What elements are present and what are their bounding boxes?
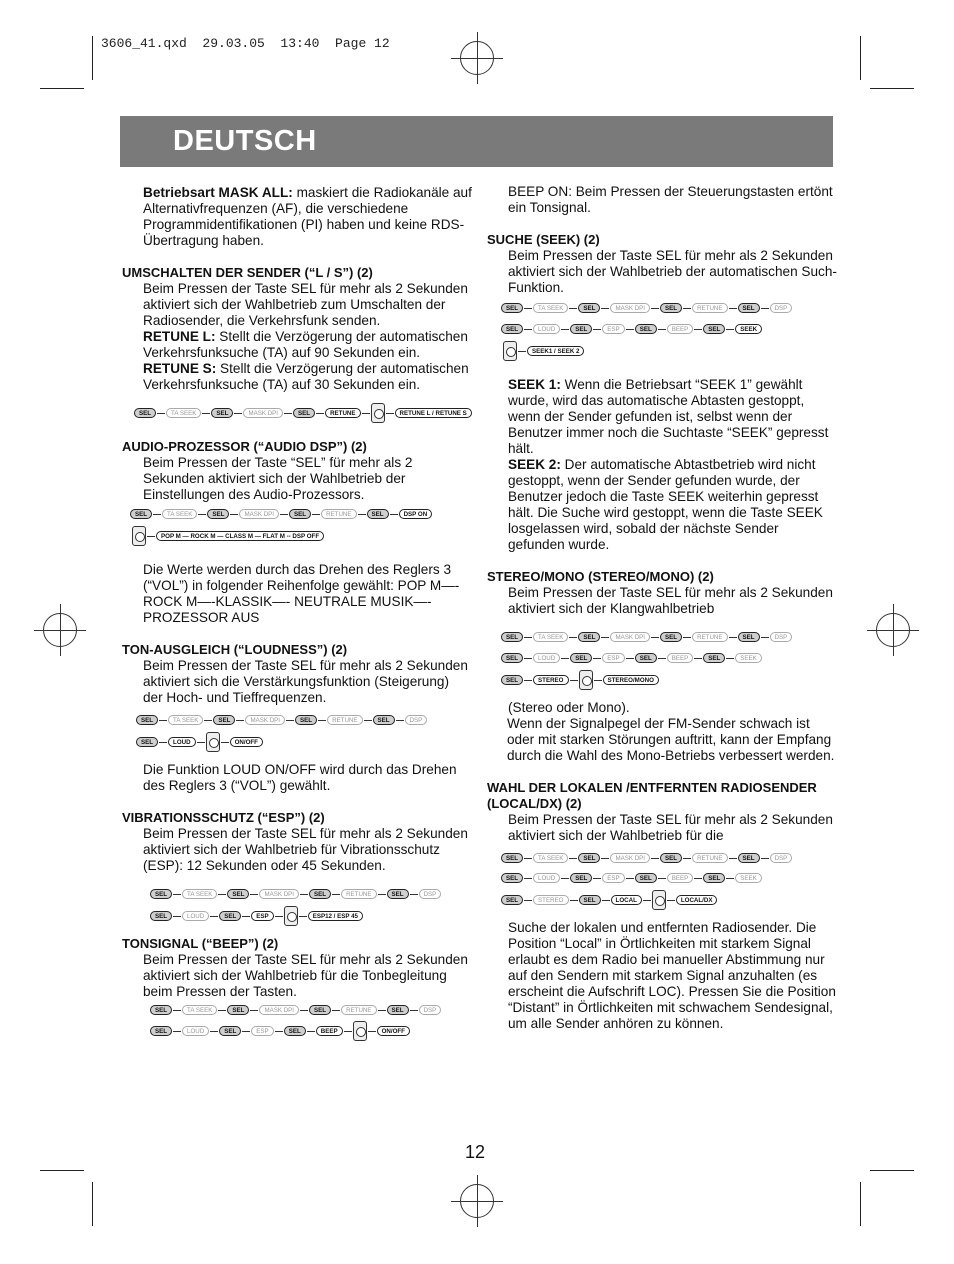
vol-knob-icon bbox=[353, 1021, 367, 1041]
stereo-after-1: (Stereo oder Mono). bbox=[508, 700, 630, 715]
vol-knob-icon bbox=[579, 670, 593, 690]
seek2-paragraph bbox=[487, 457, 837, 553]
chip-sel: SEL bbox=[703, 324, 725, 334]
chip-sel: SEL bbox=[207, 509, 229, 519]
chip-mask-dpi: MASK DPI bbox=[610, 632, 650, 642]
chip-mask-dpi: MASK DPI bbox=[239, 509, 279, 519]
diagram-beep-2 bbox=[122, 1021, 472, 1041]
chip-dsp: DSP bbox=[405, 715, 428, 725]
heading-esp: VIBRATIONSSCHUTZ (“ESP”) (2) bbox=[122, 810, 325, 825]
chip-esp: ESP bbox=[602, 873, 624, 883]
heading-stereo: STEREO/MONO (STEREO/MONO) (2) bbox=[487, 569, 714, 584]
chip-sel: SEL bbox=[136, 715, 158, 725]
chip-ta-seek: TA SEEK bbox=[533, 632, 568, 642]
chip-sel: SEL bbox=[227, 889, 249, 899]
chip-retune: RETUNE bbox=[341, 1005, 376, 1015]
chip-loud: LOUD bbox=[168, 737, 196, 747]
chip-ta-seek: TA SEEK bbox=[162, 509, 197, 519]
page-title: DEUTSCH bbox=[173, 125, 317, 157]
diagram-seek bbox=[487, 300, 837, 316]
diagram-seek-2 bbox=[487, 321, 837, 337]
loudness-intro: Beim Pressen der Taste SEL für mehr als 2 Sekunden aktiviert sich die Verstärkungsfunktion (Steigerung) der Hoch- und Tieffrequenzen. bbox=[143, 658, 468, 705]
chip-mask-dpi: MASK DPI bbox=[259, 1005, 299, 1015]
chip-retune-ls: RETUNE L / RETUNE S bbox=[395, 408, 472, 418]
chip-seek: SEEK bbox=[735, 653, 762, 663]
chip-retune: RETUNE bbox=[692, 303, 727, 313]
chip-sel: SEL bbox=[309, 889, 331, 899]
registration-mark bbox=[876, 613, 910, 647]
chip-loud: LOUD bbox=[182, 911, 209, 921]
chip-sel: SEL bbox=[136, 737, 158, 747]
title-bar bbox=[120, 116, 833, 167]
chip-sel: SEL bbox=[150, 1005, 172, 1015]
beep-on-text: BEEP ON: Beim Pressen der Steuerungstasten ertönt ein Tonsignal. bbox=[508, 184, 833, 215]
diagram-audio-modes bbox=[122, 526, 472, 546]
loudness-after: Die Funktion LOUD ON/OFF wird durch das Drehen des Reglers 3 (“VOL”) gewählt. bbox=[143, 762, 457, 793]
stereo-after-2: Wenn der Signalpegel der FM-Sender schwach ist oder mit starken Störungen auftritt, kann der Empfang durch die Wahl des Mono-Betriebs verbessert werden. bbox=[507, 716, 835, 763]
registration-mark bbox=[460, 41, 494, 75]
chip-mask-dpi: MASK DPI bbox=[245, 715, 285, 725]
diagram-stereo bbox=[487, 629, 837, 645]
vol-knob-icon bbox=[371, 403, 385, 423]
local-intro: Beim Pressen der Taste SEL für mehr als 2 Sekunden aktiviert sich der Wahlbetrieb für die bbox=[508, 812, 833, 843]
chip-retune: RETUNE bbox=[325, 408, 360, 418]
chip-sel: SEL bbox=[703, 653, 725, 663]
audio-intro: Beim Pressen der Taste “SEL” für mehr als 2 Sekunden aktiviert sich der Wahlbetrieb der Einstellungen des Audio-Prozessors. bbox=[143, 455, 413, 502]
chip-sel: SEL bbox=[130, 509, 152, 519]
chip-loud: LOUD bbox=[533, 324, 560, 334]
heading-audio: AUDIO-PROZESSOR (“AUDIO DSP”) (2) bbox=[122, 439, 367, 454]
chip-stereo: STEREO bbox=[533, 895, 568, 905]
chip-local: LOCAL bbox=[611, 895, 642, 905]
crop-mark bbox=[870, 88, 914, 89]
diagram-beep bbox=[122, 1002, 472, 1018]
retune-l-text: Stellt die Verzögerung der automatischen Verkehrsfunksuche (TA) auf 90 Sekunden ein. bbox=[143, 329, 468, 360]
chip-ta-seek: TA SEEK bbox=[182, 1005, 217, 1015]
chip-loud: LOUD bbox=[182, 1026, 209, 1036]
chip-sel: SEL bbox=[579, 895, 601, 905]
chip-sel: SEL bbox=[635, 873, 657, 883]
registration-mark bbox=[460, 1184, 494, 1218]
seek-intro: Beim Pressen der Taste SEL für mehr als 2 Sekunden aktiviert sich der Wahlbetrieb der automatischen Such-Funktion. bbox=[508, 248, 837, 295]
crop-mark bbox=[860, 36, 861, 80]
seek1-text: Wenn die Betriebsart “SEEK 1” gewählt wurde, wird das automatische Abtasten gestoppt, wenn der Sender gefunden ist, selbst wenn der Benutzer immer noch die Suchtaste “SEEK” gepresst hält. bbox=[508, 377, 829, 456]
diagram-stereo-2 bbox=[487, 650, 837, 666]
chip-sel: SEL bbox=[660, 303, 682, 313]
vol-knob-icon bbox=[503, 341, 517, 361]
chip-local-dx: LOCAL/DX bbox=[676, 895, 718, 905]
chip-on-off: ON/OFF bbox=[230, 737, 263, 747]
beep-intro: Beim Pressen der Taste SEL für mehr als 2 Sekunden aktiviert sich der Wahlbetrieb für die Tonbegleitung beim Pressen der Tasten. bbox=[143, 952, 468, 999]
seek2-text: Der automatische Abtastbetrieb wird nicht gestoppt, wenn der Sender gefunden wurde, der Benutzer jedoch die Taste SEEK weiterhin gepresst hält. Die Suche wird gestoppt, wenn die Taste SEEK losgelassen wird, sobald der nächste Sender gefunden wurde. bbox=[508, 457, 823, 552]
chip-dsp-modes: POP M — ROCK M — CLASS M — FLAT M -- DSP OFF bbox=[156, 531, 324, 541]
diagram-local-2 bbox=[487, 870, 837, 886]
diagram-seek-3 bbox=[487, 341, 837, 361]
page-number: 12 bbox=[465, 1142, 486, 1162]
chip-sel: SEL bbox=[213, 715, 235, 725]
chip-sel: SEL bbox=[635, 653, 657, 663]
chip-sel: SEL bbox=[660, 853, 682, 863]
chip-sel: SEL bbox=[295, 715, 317, 725]
chip-dsp: DSP bbox=[770, 632, 793, 642]
chip-loud: LOUD bbox=[533, 873, 560, 883]
diagram-loudness bbox=[122, 712, 472, 728]
chip-ta-seek: TA SEEK bbox=[533, 303, 568, 313]
chip-esp: ESP bbox=[602, 324, 624, 334]
chip-mask-dpi: MASK DPI bbox=[259, 889, 299, 899]
heading-loudness: TON-AUSGLEICH (“LOUDNESS”) (2) bbox=[122, 642, 348, 657]
chip-sel: SEL bbox=[150, 1026, 172, 1036]
chip-esp: ESP bbox=[602, 653, 624, 663]
chip-sel: SEL bbox=[738, 632, 760, 642]
chip-sel: SEL bbox=[219, 911, 241, 921]
chip-sel: SEL bbox=[501, 853, 523, 863]
chip-beep: BEEP bbox=[667, 324, 694, 334]
chip-sel: SEL bbox=[578, 853, 600, 863]
chip-sel: SEL bbox=[660, 632, 682, 642]
heading-local: WAHL DER LOKALEN /ENTFERNTEN RADIOSENDER (LOCAL/DX) (2) bbox=[487, 780, 817, 811]
chip-sel: SEL bbox=[635, 324, 657, 334]
chip-sel: SEL bbox=[570, 653, 592, 663]
vol-knob-icon bbox=[132, 526, 146, 546]
diagram-esp-2 bbox=[122, 906, 472, 926]
registration-mark bbox=[43, 613, 77, 647]
retune-l-label: RETUNE L: bbox=[143, 329, 216, 344]
chip-sel: SEL bbox=[289, 509, 311, 519]
retune-s-label: RETUNE S: bbox=[143, 361, 217, 376]
heading-umschalten: UMSCHALTEN DER SENDER (“L / S”) (2) bbox=[122, 265, 373, 280]
retune-s-paragraph bbox=[122, 361, 472, 393]
vol-knob-icon bbox=[284, 906, 298, 926]
audio-after: Die Werte werden durch das Drehen des Reglers 3 (“VOL”) in folgender Reihenfolge gewählt: POP M—-ROCK M—-KLASSIK—- NEUTRALE MUSIK—-PROZESSOR AUS bbox=[143, 562, 460, 625]
chip-sel: SEL bbox=[387, 889, 409, 899]
chip-sel: SEL bbox=[219, 1026, 241, 1036]
right-column bbox=[487, 184, 837, 1032]
chip-ta-seek: TA SEEK bbox=[533, 853, 568, 863]
chip-sel: SEL bbox=[387, 1005, 409, 1015]
chip-sel: SEL bbox=[309, 1005, 331, 1015]
chip-sel: SEL bbox=[501, 324, 523, 334]
local-after: Suche der lokalen und entfernten Radiosender. Die Position “Local” in Örtlichkeiten mit starkem Signal erlaubt es dem Radio bei manueller Abstimmung nur auf den Sendern mit starkem Signal anzuhalten (es erscheint die Aufschrift LOC). Pressen Sie die Position “Distant” in Örtlichkeiten mit schwachem Sendesignal, um alle Sender anhören zu können. bbox=[508, 920, 836, 1031]
chip-esp-values: ESP12 / ESP 45 bbox=[308, 911, 363, 921]
chip-ta-seek: TA SEEK bbox=[166, 408, 201, 418]
mask-all-paragraph bbox=[122, 185, 472, 249]
diagram-retune bbox=[122, 403, 472, 423]
chip-retune: RETUNE bbox=[692, 853, 727, 863]
chip-sel: SEL bbox=[501, 303, 523, 313]
chip-dsp: DSP bbox=[770, 303, 793, 313]
crop-mark bbox=[40, 88, 84, 89]
chip-sel: SEL bbox=[284, 1026, 306, 1036]
vol-knob-icon bbox=[652, 890, 666, 910]
chip-sel: SEL bbox=[501, 632, 523, 642]
stereo-intro: Beim Pressen der Taste SEL für mehr als 2 Sekunden aktiviert sich der Klangwahlbetrieb bbox=[508, 585, 833, 616]
chip-on-off: ON/OFF bbox=[377, 1026, 410, 1036]
chip-dsp: DSP bbox=[419, 1005, 442, 1015]
chip-retune: RETUNE bbox=[341, 889, 376, 899]
chip-sel: SEL bbox=[738, 853, 760, 863]
chip-sel: SEL bbox=[150, 889, 172, 899]
chip-dsp: DSP bbox=[770, 853, 793, 863]
chip-beep: BEEP bbox=[667, 873, 694, 883]
crop-mark bbox=[92, 36, 93, 80]
chip-mask-dpi: MASK DPI bbox=[610, 853, 650, 863]
chip-sel: SEL bbox=[501, 895, 523, 905]
chip-sel: SEL bbox=[501, 675, 523, 685]
retune-l-paragraph bbox=[122, 329, 472, 361]
heading-seek: SUCHE (SEEK) (2) bbox=[487, 232, 600, 247]
mask-all-text: maskiert die Radiokanäle auf Alternativfrequenzen (AF), die verschiedene Programmidentifikationen (PI) haben und keine RDS-Übertragung haben. bbox=[143, 185, 472, 248]
chip-retune: RETUNE bbox=[321, 509, 356, 519]
chip-seek: SEEK bbox=[735, 873, 762, 883]
chip-retune: RETUNE bbox=[327, 715, 362, 725]
diagram-local bbox=[487, 850, 837, 866]
chip-stereo-mono: STEREO/MONO bbox=[603, 675, 659, 685]
chip-sel: SEL bbox=[570, 873, 592, 883]
chip-sel: SEL bbox=[501, 873, 523, 883]
crop-mark bbox=[40, 1170, 84, 1171]
print-header: 3606_41.qxd 29.03.05 13:40 Page 12 bbox=[101, 36, 390, 51]
chip-sel: SEL bbox=[367, 509, 389, 519]
mask-all-label: Betriebsart MASK ALL: bbox=[143, 185, 293, 200]
chip-beep: BEEP bbox=[316, 1026, 343, 1036]
chip-dsp-on: DSP ON bbox=[399, 509, 433, 519]
chip-sel: SEL bbox=[703, 873, 725, 883]
chip-sel: SEL bbox=[373, 715, 395, 725]
chip-sel: SEL bbox=[134, 408, 156, 418]
diagram-stereo-3 bbox=[487, 670, 837, 690]
chip-seek-values: SEEK1 / SEEK 2 bbox=[527, 346, 584, 356]
chip-sel: SEL bbox=[150, 911, 172, 921]
retune-s-text: Stellt die Verzögerung der automatischen Verkehrsfunksuche (TA) auf 30 Sekunden ein. bbox=[143, 361, 469, 392]
chip-sel: SEL bbox=[211, 408, 233, 418]
chip-esp: ESP bbox=[251, 911, 273, 921]
chip-sel: SEL bbox=[570, 324, 592, 334]
crop-mark bbox=[92, 1182, 93, 1226]
chip-sel: SEL bbox=[578, 303, 600, 313]
chip-sel: SEL bbox=[293, 408, 315, 418]
chip-ta-seek: TA SEEK bbox=[182, 889, 217, 899]
crop-mark bbox=[860, 1182, 861, 1226]
diagram-local-3 bbox=[487, 890, 837, 910]
left-column bbox=[122, 185, 472, 1041]
chip-ta-seek: TA SEEK bbox=[168, 715, 203, 725]
crop-mark bbox=[870, 1170, 914, 1171]
chip-dsp: DSP bbox=[419, 889, 442, 899]
vol-knob-icon bbox=[206, 732, 220, 752]
chip-sel: SEL bbox=[227, 1005, 249, 1015]
esp-intro: Beim Pressen der Taste SEL für mehr als 2 Sekunden aktiviert sich der Wahlbetrieb für Vibrationsschutz (ESP): 12 Sekunden oder 45 Sekunden. bbox=[143, 826, 468, 873]
chip-sel: SEL bbox=[738, 303, 760, 313]
diagram-audio bbox=[122, 506, 472, 522]
chip-beep: BEEP bbox=[667, 653, 694, 663]
chip-seek: SEEK bbox=[735, 324, 762, 334]
chip-sel: SEL bbox=[501, 653, 523, 663]
chip-esp: ESP bbox=[251, 1026, 273, 1036]
seek1-paragraph bbox=[487, 377, 837, 457]
chip-sel: SEL bbox=[578, 632, 600, 642]
chip-stereo: STEREO bbox=[533, 675, 568, 685]
seek1-label: SEEK 1: bbox=[508, 377, 561, 392]
umschalten-intro: Beim Pressen der Taste SEL für mehr als 2 Sekunden aktiviert sich der Wahlbetrieb zum Umschalten der Radiosender, die Verkehrsfunk senden. bbox=[143, 281, 468, 328]
diagram-loudness-2 bbox=[122, 732, 472, 752]
chip-retune: RETUNE bbox=[692, 632, 727, 642]
chip-mask-dpi: MASK DPI bbox=[243, 408, 283, 418]
heading-beep: TONSIGNAL (“BEEP”) (2) bbox=[122, 936, 279, 951]
chip-loud: LOUD bbox=[533, 653, 560, 663]
diagram-esp bbox=[122, 886, 472, 902]
seek2-label: SEEK 2: bbox=[508, 457, 561, 472]
chip-mask-dpi: MASK DPI bbox=[610, 303, 650, 313]
